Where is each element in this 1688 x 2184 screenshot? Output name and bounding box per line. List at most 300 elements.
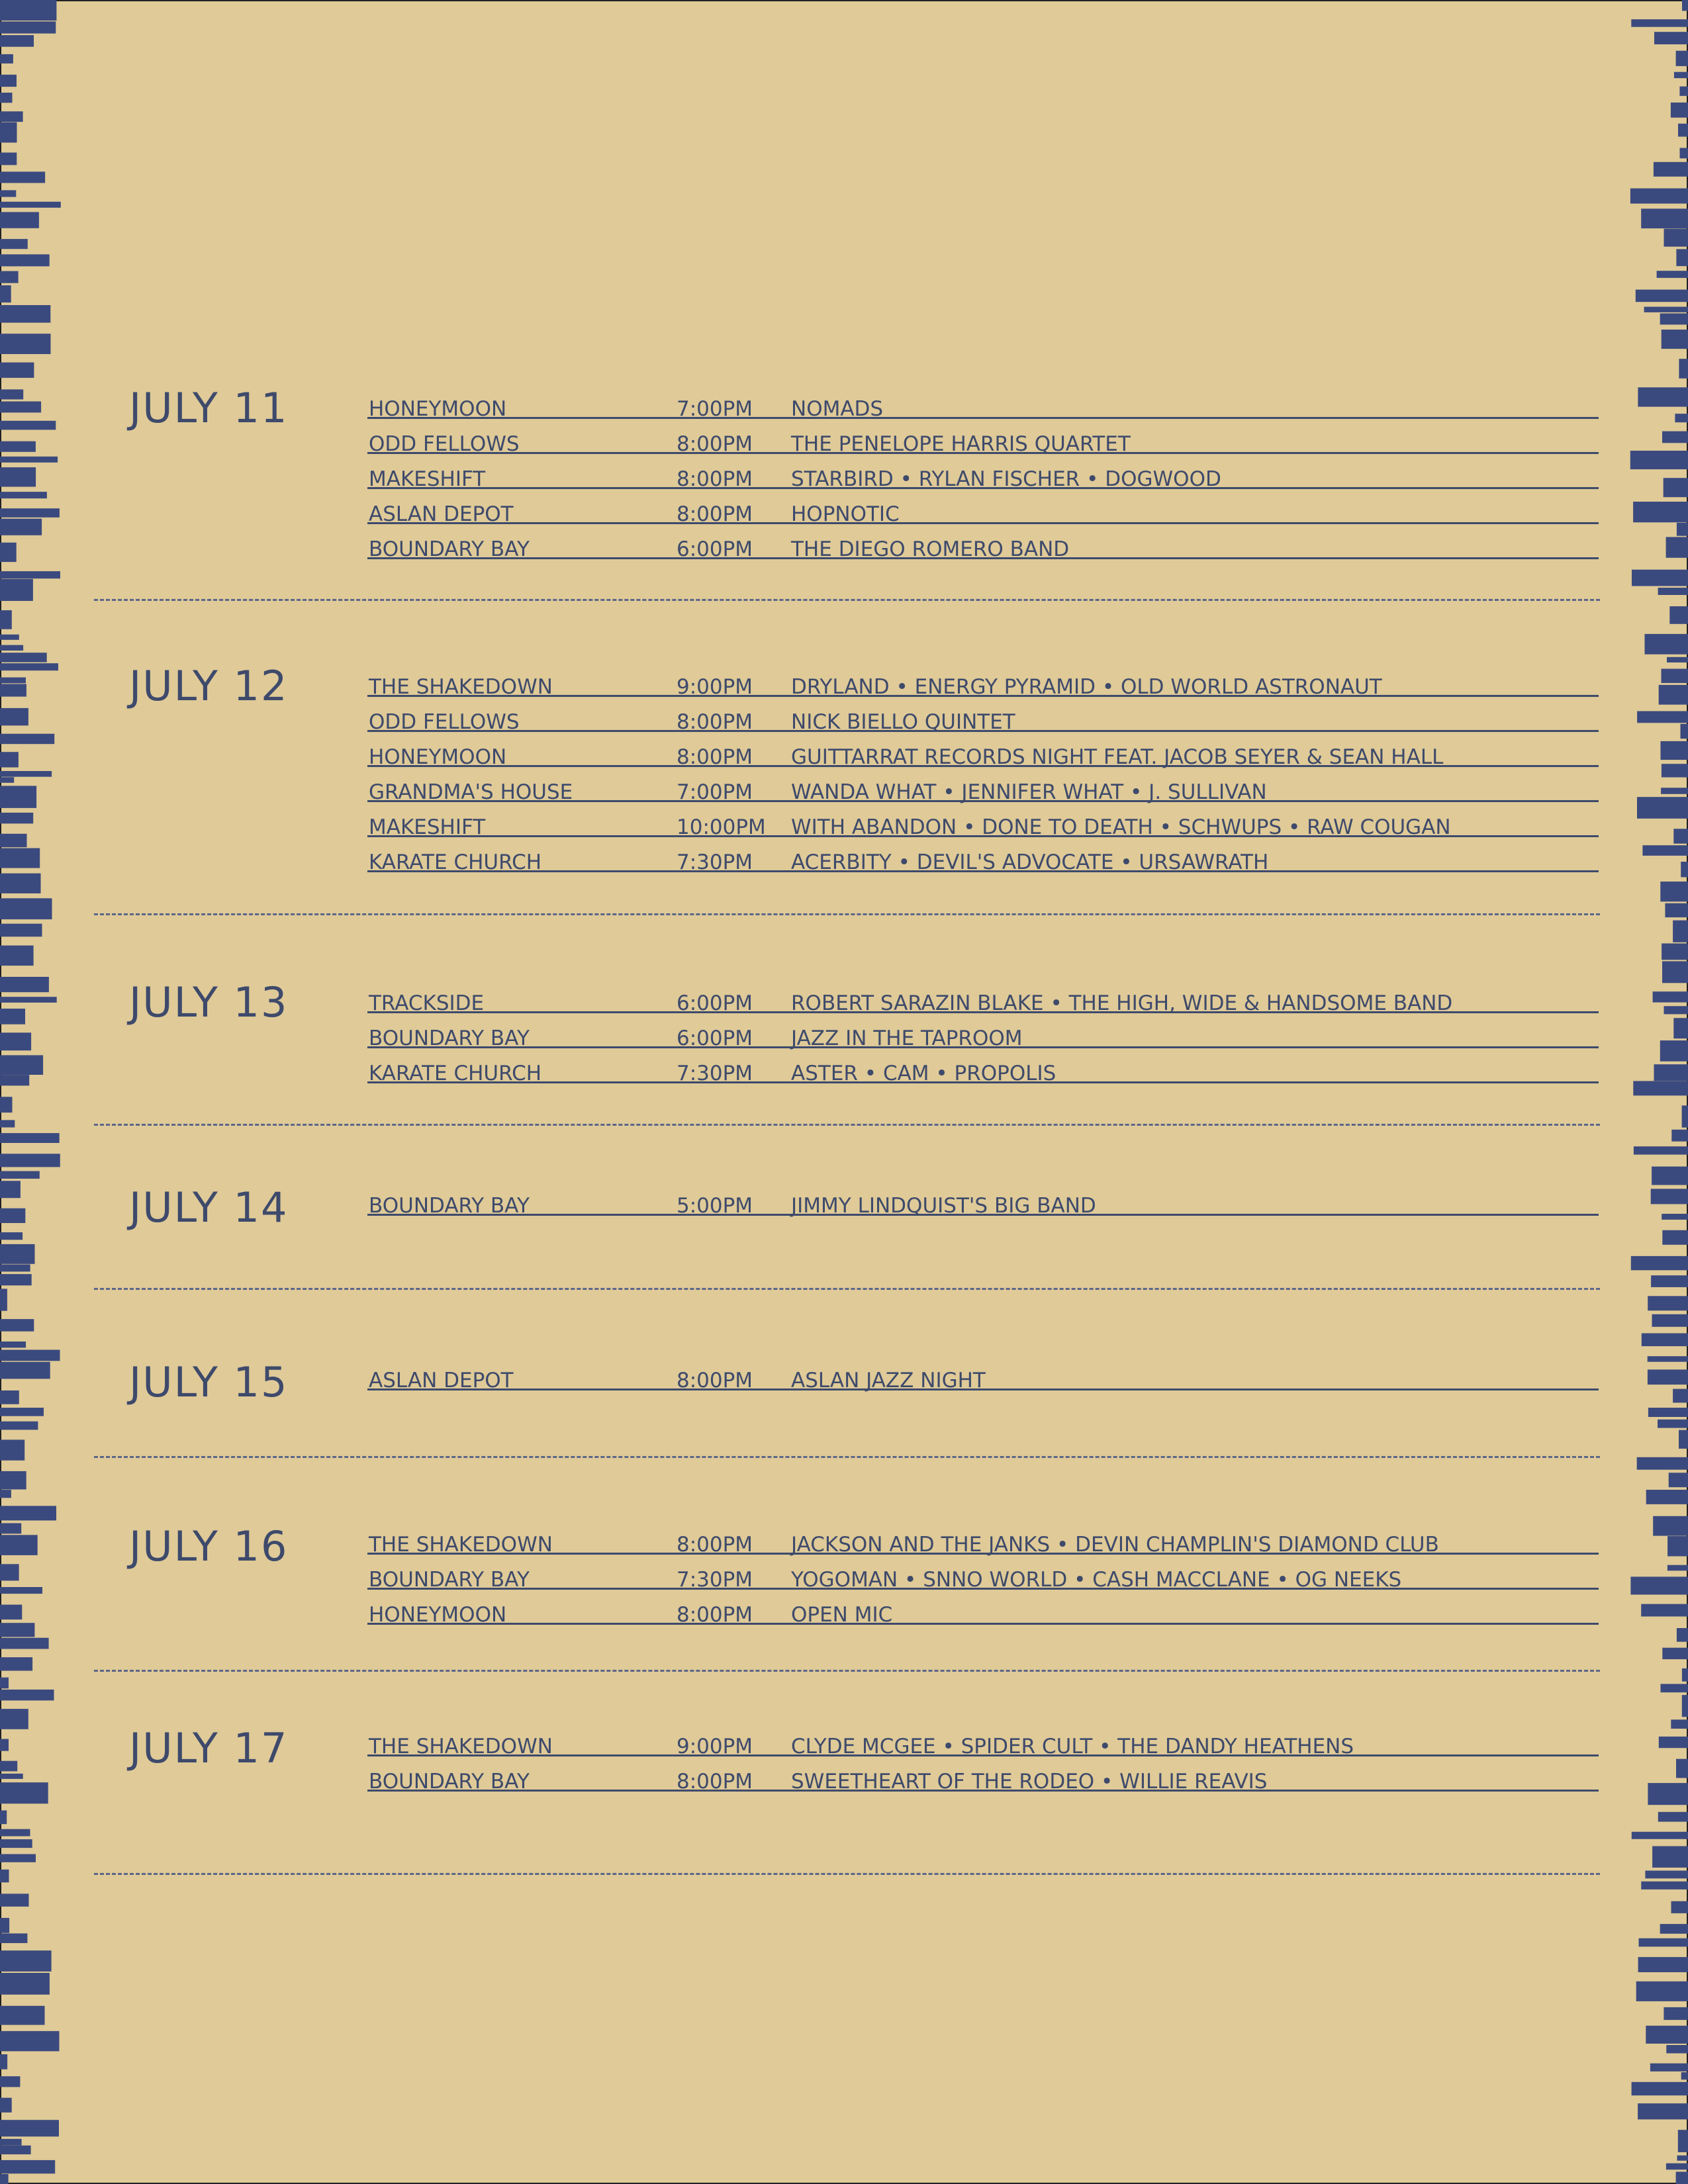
- brush-stroke: [1632, 570, 1688, 586]
- brush-stroke: [1677, 523, 1688, 536]
- brush-stroke: [0, 492, 47, 498]
- brush-stroke: [0, 1839, 32, 1848]
- brush-stroke: [0, 1208, 25, 1223]
- brush-stroke: [1662, 944, 1688, 960]
- day-title: JULY 15: [129, 1358, 289, 1406]
- brush-stroke: [0, 21, 56, 33]
- brush-stroke: [1652, 1846, 1688, 1868]
- brush-stroke: [1664, 1006, 1688, 1014]
- brush-stroke: [0, 977, 49, 992]
- brush-stroke: [0, 777, 14, 783]
- brush-stroke: [1664, 478, 1688, 497]
- brush-stroke: [1669, 1473, 1688, 1487]
- brush-stroke: [1671, 1130, 1688, 1142]
- event-venue: GRANDMA'S HOUSE: [369, 780, 573, 804]
- brush-stroke: [0, 635, 19, 640]
- event-row: [367, 1183, 1599, 1216]
- brush-stroke: [1661, 1684, 1688, 1692]
- event-venue: BOUNDARY BAY: [369, 1568, 530, 1592]
- brush-stroke: [0, 93, 13, 103]
- brush-stroke: [1658, 588, 1688, 595]
- brush-stroke: [0, 2146, 31, 2154]
- brush-stroke: [1678, 124, 1688, 137]
- brush-stroke: [0, 35, 34, 47]
- brush-stroke: [0, 2174, 9, 2184]
- brush-stroke: [1679, 87, 1688, 96]
- brush-stroke: [0, 508, 60, 518]
- brush-stroke: [1681, 724, 1688, 739]
- brush-stroke: [0, 2006, 45, 2025]
- brush-stroke: [0, 1171, 40, 1179]
- brush-stroke: [1645, 634, 1688, 655]
- brush-stroke: [1631, 1256, 1688, 1270]
- event-artists: NOMADS: [791, 397, 884, 421]
- brush-stroke: [1634, 1146, 1688, 1154]
- brush-stroke: [1664, 2007, 1688, 2020]
- brush-stroke: [1644, 307, 1688, 312]
- brush-stroke: [0, 1811, 7, 1825]
- event-artists: YOGOMAN • SNNO WORLD • CASH MACCLANE • OG NEEKS: [791, 1568, 1402, 1592]
- brush-stroke: [0, 1097, 13, 1113]
- brush-stroke: [1653, 1516, 1688, 1536]
- event-row: [367, 1759, 1599, 1792]
- brush-stroke: [0, 610, 12, 629]
- brush-stroke: [1648, 1783, 1688, 1805]
- brush-stroke: [1645, 1871, 1688, 1879]
- brush-stroke: [0, 734, 54, 745]
- brush-stroke: [0, 1154, 60, 1167]
- brush-stroke: [1646, 1490, 1688, 1504]
- brush-stroke: [0, 75, 17, 87]
- event-list: [367, 1183, 1599, 1218]
- day-title: JULY 14: [129, 1183, 289, 1232]
- brush-stroke: [1682, 1695, 1688, 1717]
- brush-stroke: [1633, 1081, 1688, 1095]
- brush-stroke: [0, 834, 27, 847]
- brush-stroke: [1676, 249, 1688, 266]
- brush-stroke: [0, 402, 41, 413]
- brush-stroke: [1638, 387, 1688, 406]
- event-artists: OPEN MIC: [791, 1603, 893, 1627]
- brush-stroke: [1658, 1420, 1688, 1428]
- brush-stroke: [0, 1893, 29, 1906]
- brush-stroke: [0, 1055, 43, 1075]
- brush-stroke: [0, 678, 26, 684]
- brush-stroke: [1671, 103, 1688, 118]
- section-divider: [94, 1288, 1600, 1290]
- event-venue: BOUNDARY BAY: [369, 537, 530, 561]
- brush-stroke: [0, 389, 23, 399]
- section-divider: [94, 1124, 1600, 1126]
- brush-stroke: [0, 1950, 52, 1972]
- brush-stroke: [1660, 882, 1688, 901]
- brush-stroke: [1675, 414, 1688, 422]
- event-venue: MAKESHIFT: [369, 815, 486, 839]
- brush-stroke: [0, 1350, 60, 1361]
- brush-stroke: [0, 1761, 17, 1772]
- brush-stroke: [0, 1490, 11, 1498]
- brush-stroke: [1637, 711, 1688, 723]
- brush-stroke: [0, 1973, 50, 1995]
- event-time: 6:00PM: [677, 537, 753, 561]
- brush-stroke: [1654, 162, 1688, 177]
- event-artists: JIMMY LINDQUIST'S BIG BAND: [791, 1194, 1096, 1218]
- brush-stroke: [1632, 2082, 1688, 2095]
- brush-stroke: [1642, 1334, 1688, 1347]
- brush-stroke: [0, 1408, 44, 1416]
- event-artists: WANDA WHAT • JENNIFER WHAT • J. SULLIVAN: [791, 780, 1267, 804]
- brush-stroke: [0, 1265, 30, 1272]
- brush-stroke: [1642, 845, 1688, 856]
- day-title: JULY 16: [129, 1522, 289, 1570]
- brush-stroke: [0, 1471, 26, 1490]
- brush-stroke: [0, 111, 23, 122]
- event-artists: JAZZ IN THE TAPROOM: [791, 1026, 1023, 1050]
- brush-stroke: [1676, 1759, 1688, 1778]
- brush-stroke: [1664, 229, 1688, 247]
- brush-stroke: [0, 1623, 34, 1637]
- event-row: [367, 527, 1599, 559]
- brush-stroke: [0, 946, 34, 966]
- brush-stroke: [0, 786, 36, 808]
- event-venue: ODD FELLOWS: [369, 710, 520, 734]
- brush-stroke: [1661, 741, 1688, 760]
- brush-stroke: [1630, 189, 1688, 204]
- event-time: 8:00PM: [677, 467, 753, 491]
- brush-stroke: [0, 1075, 29, 1085]
- brush-stroke: [0, 1274, 32, 1285]
- brush-stroke: [1666, 2163, 1688, 2170]
- event-artists: ROBERT SARAZIN BLAKE • THE HIGH, WIDE & HANDSOME BAND: [791, 991, 1453, 1015]
- event-venue: HONEYMOON: [369, 745, 507, 769]
- brush-stroke: [0, 2120, 59, 2136]
- brush-stroke: [0, 645, 23, 651]
- brush-stroke: [0, 1181, 21, 1198]
- event-list: [367, 387, 1599, 562]
- event-artists: JACKSON AND THE JANKS • DEVIN CHAMPLIN'S DIAMOND CLUB: [791, 1533, 1439, 1557]
- brush-stroke: [0, 1657, 32, 1670]
- brush-stroke: [0, 2054, 7, 2070]
- brush-stroke: [0, 1774, 23, 1779]
- event-time: 8:00PM: [677, 502, 753, 526]
- event-time: 7:00PM: [677, 397, 753, 421]
- brush-stroke: [1661, 788, 1688, 794]
- event-list: [367, 1724, 1599, 1794]
- brush-stroke: [0, 1605, 22, 1620]
- event-artists: SWEETHEART OF THE RODEO • WILLIE REAVIS: [791, 1770, 1268, 1794]
- event-list: [367, 664, 1599, 875]
- event-time: 7:00PM: [677, 780, 753, 804]
- brush-stroke: [0, 1133, 60, 1143]
- brush-stroke: [1654, 1064, 1688, 1081]
- event-time: 8:00PM: [677, 745, 753, 769]
- brush-stroke: [0, 305, 50, 323]
- event-artists: ASLAN JAZZ NIGHT: [791, 1369, 986, 1392]
- event-row: [367, 805, 1599, 837]
- brush-stroke: [0, 2098, 12, 2113]
- event-artists: THE PENELOPE HARRIS QUARTET: [791, 432, 1131, 456]
- brush-stroke: [1662, 1648, 1688, 1659]
- brush-stroke: [1673, 1018, 1688, 1038]
- brush-stroke: [0, 457, 58, 463]
- left-brush-border: [0, 0, 66, 2184]
- brush-stroke: [1662, 1230, 1688, 1245]
- event-venue: BOUNDARY BAY: [369, 1194, 530, 1218]
- event-artists: ASTER • CAM • PROPOLIS: [791, 1062, 1056, 1085]
- brush-stroke: [0, 1244, 35, 1264]
- event-row: [367, 422, 1599, 454]
- event-time: 8:00PM: [677, 1369, 753, 1392]
- brush-stroke: [0, 1319, 34, 1332]
- brush-stroke: [0, 1854, 36, 1862]
- brush-stroke: [0, 1342, 26, 1347]
- brush-stroke: [1678, 2130, 1688, 2152]
- brush-stroke: [1682, 1668, 1688, 1682]
- brush-stroke: [1641, 208, 1688, 228]
- brush-stroke: [0, 571, 60, 578]
- brush-stroke: [0, 771, 52, 777]
- brush-stroke: [0, 421, 56, 430]
- brush-stroke: [0, 441, 36, 452]
- right-brush-border: [1628, 0, 1688, 2184]
- brush-stroke: [1641, 1882, 1688, 1889]
- brush-stroke: [1676, 51, 1688, 66]
- brush-stroke: [0, 1918, 9, 1933]
- event-artists: THE DIEGO ROMERO BAND: [791, 537, 1070, 561]
- brush-stroke: [0, 2139, 22, 2146]
- event-venue: BOUNDARY BAY: [369, 1770, 530, 1794]
- brush-stroke: [1677, 1628, 1688, 1642]
- event-row: [367, 1358, 1599, 1390]
- day-title: JULY 12: [129, 662, 289, 710]
- brush-stroke: [1679, 1430, 1688, 1449]
- event-time: 7:30PM: [677, 1568, 753, 1592]
- event-venue: HONEYMOON: [369, 397, 507, 421]
- event-time: 9:00PM: [677, 675, 753, 699]
- section-divider: [94, 1670, 1600, 1672]
- brush-stroke: [1632, 1832, 1688, 1839]
- event-list: [367, 981, 1599, 1086]
- event-row: [367, 1724, 1599, 1756]
- brush-stroke: [0, 1829, 30, 1837]
- event-row: [367, 700, 1599, 732]
- brush-stroke: [1653, 991, 1688, 1002]
- event-time: 10:00PM: [677, 815, 766, 839]
- brush-stroke: [0, 271, 19, 283]
- brush-stroke: [1648, 1408, 1688, 1417]
- brush-stroke: [1673, 829, 1688, 843]
- brush-stroke: [1637, 1457, 1688, 1470]
- brush-stroke: [0, 363, 34, 378]
- brush-stroke: [1658, 1812, 1688, 1822]
- event-row: [367, 1051, 1599, 1083]
- brush-stroke: [1659, 685, 1688, 705]
- brush-stroke: [0, 2076, 20, 2087]
- event-row: [367, 664, 1599, 697]
- brush-stroke: [0, 997, 57, 1003]
- brush-stroke: [1631, 19, 1688, 27]
- brush-stroke: [0, 334, 51, 354]
- event-time: 8:00PM: [677, 1603, 753, 1627]
- brush-stroke: [1652, 1167, 1688, 1185]
- brush-stroke: [1662, 764, 1688, 777]
- brush-stroke: [1648, 1356, 1688, 1362]
- brush-stroke: [1652, 1314, 1688, 1327]
- brush-stroke: [1648, 1369, 1688, 1385]
- brush-stroke: [1648, 1296, 1688, 1310]
- brush-stroke: [0, 467, 36, 486]
- brush-stroke: [0, 1439, 24, 1460]
- event-time: 8:00PM: [677, 1770, 753, 1794]
- event-venue: HONEYMOON: [369, 1603, 507, 1627]
- brush-stroke: [0, 0, 56, 21]
- brush-stroke: [0, 519, 42, 535]
- brush-stroke: [0, 1232, 23, 1240]
- brush-stroke: [0, 1524, 21, 1534]
- event-row: [367, 1016, 1599, 1048]
- event-time: 7:30PM: [677, 850, 753, 874]
- event-time: 6:00PM: [677, 1026, 753, 1050]
- event-artists: STARBIRD • RYLAN FISCHER • DOGWOOD: [791, 467, 1221, 491]
- event-time: 5:00PM: [677, 1194, 753, 1218]
- brush-stroke: [1660, 314, 1688, 325]
- brush-stroke: [0, 684, 26, 697]
- brush-stroke: [0, 1032, 31, 1050]
- event-venue: KARATE CHURCH: [369, 850, 542, 874]
- brush-stroke: [0, 122, 17, 143]
- brush-stroke: [0, 1739, 9, 1751]
- section-divider: [94, 1873, 1600, 1875]
- brush-stroke: [1630, 451, 1688, 469]
- event-artists: GUITTARRAT RECORDS NIGHT FEAT. JACOB SEYER & SEAN HALL: [791, 745, 1444, 769]
- event-venue: KARATE CHURCH: [369, 1062, 542, 1085]
- event-artists: DRYLAND • ENERGY PYRAMID • OLD WORLD ASTRONAUT: [791, 675, 1382, 699]
- brush-stroke: [0, 752, 19, 767]
- brush-stroke: [0, 898, 52, 919]
- event-venue: THE SHAKEDOWN: [369, 675, 553, 699]
- brush-stroke: [1654, 32, 1688, 44]
- brush-stroke: [1674, 72, 1688, 78]
- brush-stroke: [1677, 2156, 1688, 2161]
- brush-stroke: [0, 1933, 27, 1943]
- event-time: 7:30PM: [677, 1062, 753, 1085]
- event-venue: MAKESHIFT: [369, 467, 486, 491]
- event-venue: ODD FELLOWS: [369, 432, 520, 456]
- event-venue: TRACKSIDE: [369, 991, 485, 1015]
- event-row: [367, 457, 1599, 489]
- event-list: [367, 1358, 1599, 1393]
- brush-stroke: [0, 924, 42, 937]
- brush-stroke: [1667, 657, 1688, 662]
- brush-stroke: [0, 1564, 19, 1580]
- brush-stroke: [0, 1422, 38, 1430]
- brush-stroke: [0, 663, 58, 670]
- brush-stroke: [1646, 2026, 1688, 2044]
- brush-stroke: [0, 1587, 42, 1594]
- brush-stroke: [1657, 271, 1688, 278]
- event-venue: BOUNDARY BAY: [369, 1026, 530, 1050]
- brush-stroke: [1636, 290, 1688, 302]
- event-artists: NICK BIELLO QUINTET: [791, 710, 1015, 734]
- brush-stroke: [1681, 2072, 1688, 2079]
- section-divider: [94, 1456, 1600, 1458]
- brush-stroke: [0, 254, 50, 266]
- section-divider: [94, 913, 1600, 915]
- event-time: 8:00PM: [677, 432, 753, 456]
- brush-stroke: [1638, 1957, 1688, 1972]
- brush-stroke: [1662, 330, 1688, 349]
- brush-stroke: [1665, 903, 1688, 917]
- brush-stroke: [1667, 1536, 1688, 1556]
- section-divider: [94, 599, 1600, 601]
- brush-stroke: [0, 1535, 38, 1555]
- day-title: JULY 13: [129, 978, 289, 1026]
- brush-stroke: [0, 1506, 56, 1520]
- brush-stroke: [0, 874, 41, 893]
- brush-stroke: [1666, 537, 1688, 557]
- brush-stroke: [1662, 432, 1688, 443]
- event-artists: ACERBITY • DEVIL'S ADVOCATE • URSAWRATH: [791, 850, 1269, 874]
- event-list: [367, 1522, 1599, 1627]
- event-row: [367, 492, 1599, 524]
- brush-stroke: [1671, 1901, 1688, 1913]
- brush-stroke: [0, 813, 33, 824]
- event-row: [367, 1557, 1599, 1590]
- brush-stroke: [0, 653, 47, 662]
- brush-stroke: [0, 190, 16, 197]
- brush-stroke: [0, 1009, 25, 1024]
- brush-stroke: [1633, 502, 1688, 522]
- event-time: 6:00PM: [677, 991, 753, 1015]
- event-artists: CLYDE MCGEE • SPIDER CULT • THE DANDY HEATHENS: [791, 1735, 1354, 1758]
- event-artists: WITH ABANDON • DONE TO DEATH • SCHWUPS • RAW COUGAN: [791, 815, 1451, 839]
- brush-stroke: [1660, 1040, 1688, 1062]
- brush-stroke: [1671, 1719, 1688, 1729]
- brush-stroke: [0, 1678, 9, 1689]
- brush-stroke: [1676, 2172, 1688, 2184]
- event-venue: THE SHAKEDOWN: [369, 1533, 553, 1557]
- brush-stroke: [1669, 606, 1688, 624]
- brush-stroke: [0, 239, 28, 249]
- brush-stroke: [1673, 1389, 1688, 1403]
- brush-stroke: [0, 2160, 55, 2173]
- brush-stroke: [0, 202, 61, 208]
- event-artists: HOPNOTIC: [791, 502, 900, 526]
- brush-stroke: [0, 848, 40, 868]
- brush-stroke: [0, 54, 13, 64]
- brush-stroke: [1639, 1938, 1688, 1947]
- brush-stroke: [1682, 1105, 1688, 1127]
- event-time: 9:00PM: [677, 1735, 753, 1758]
- brush-stroke: [1667, 1565, 1688, 1571]
- day-title: JULY 11: [129, 384, 289, 432]
- brush-stroke: [0, 579, 33, 601]
- brush-stroke: [0, 153, 17, 165]
- brush-stroke: [1681, 862, 1688, 877]
- brush-stroke: [1650, 2064, 1688, 2071]
- brush-stroke: [1680, 148, 1688, 159]
- brush-stroke: [0, 2031, 60, 2052]
- brush-stroke: [1682, 0, 1688, 11]
- event-row: [367, 770, 1599, 802]
- brush-stroke: [1638, 2103, 1688, 2119]
- event-row: [367, 1522, 1599, 1555]
- event-row: [367, 840, 1599, 872]
- brush-stroke: [0, 1120, 15, 1127]
- brush-stroke: [0, 1362, 50, 1379]
- brush-stroke: [1660, 1924, 1688, 1934]
- brush-stroke: [1679, 359, 1688, 379]
